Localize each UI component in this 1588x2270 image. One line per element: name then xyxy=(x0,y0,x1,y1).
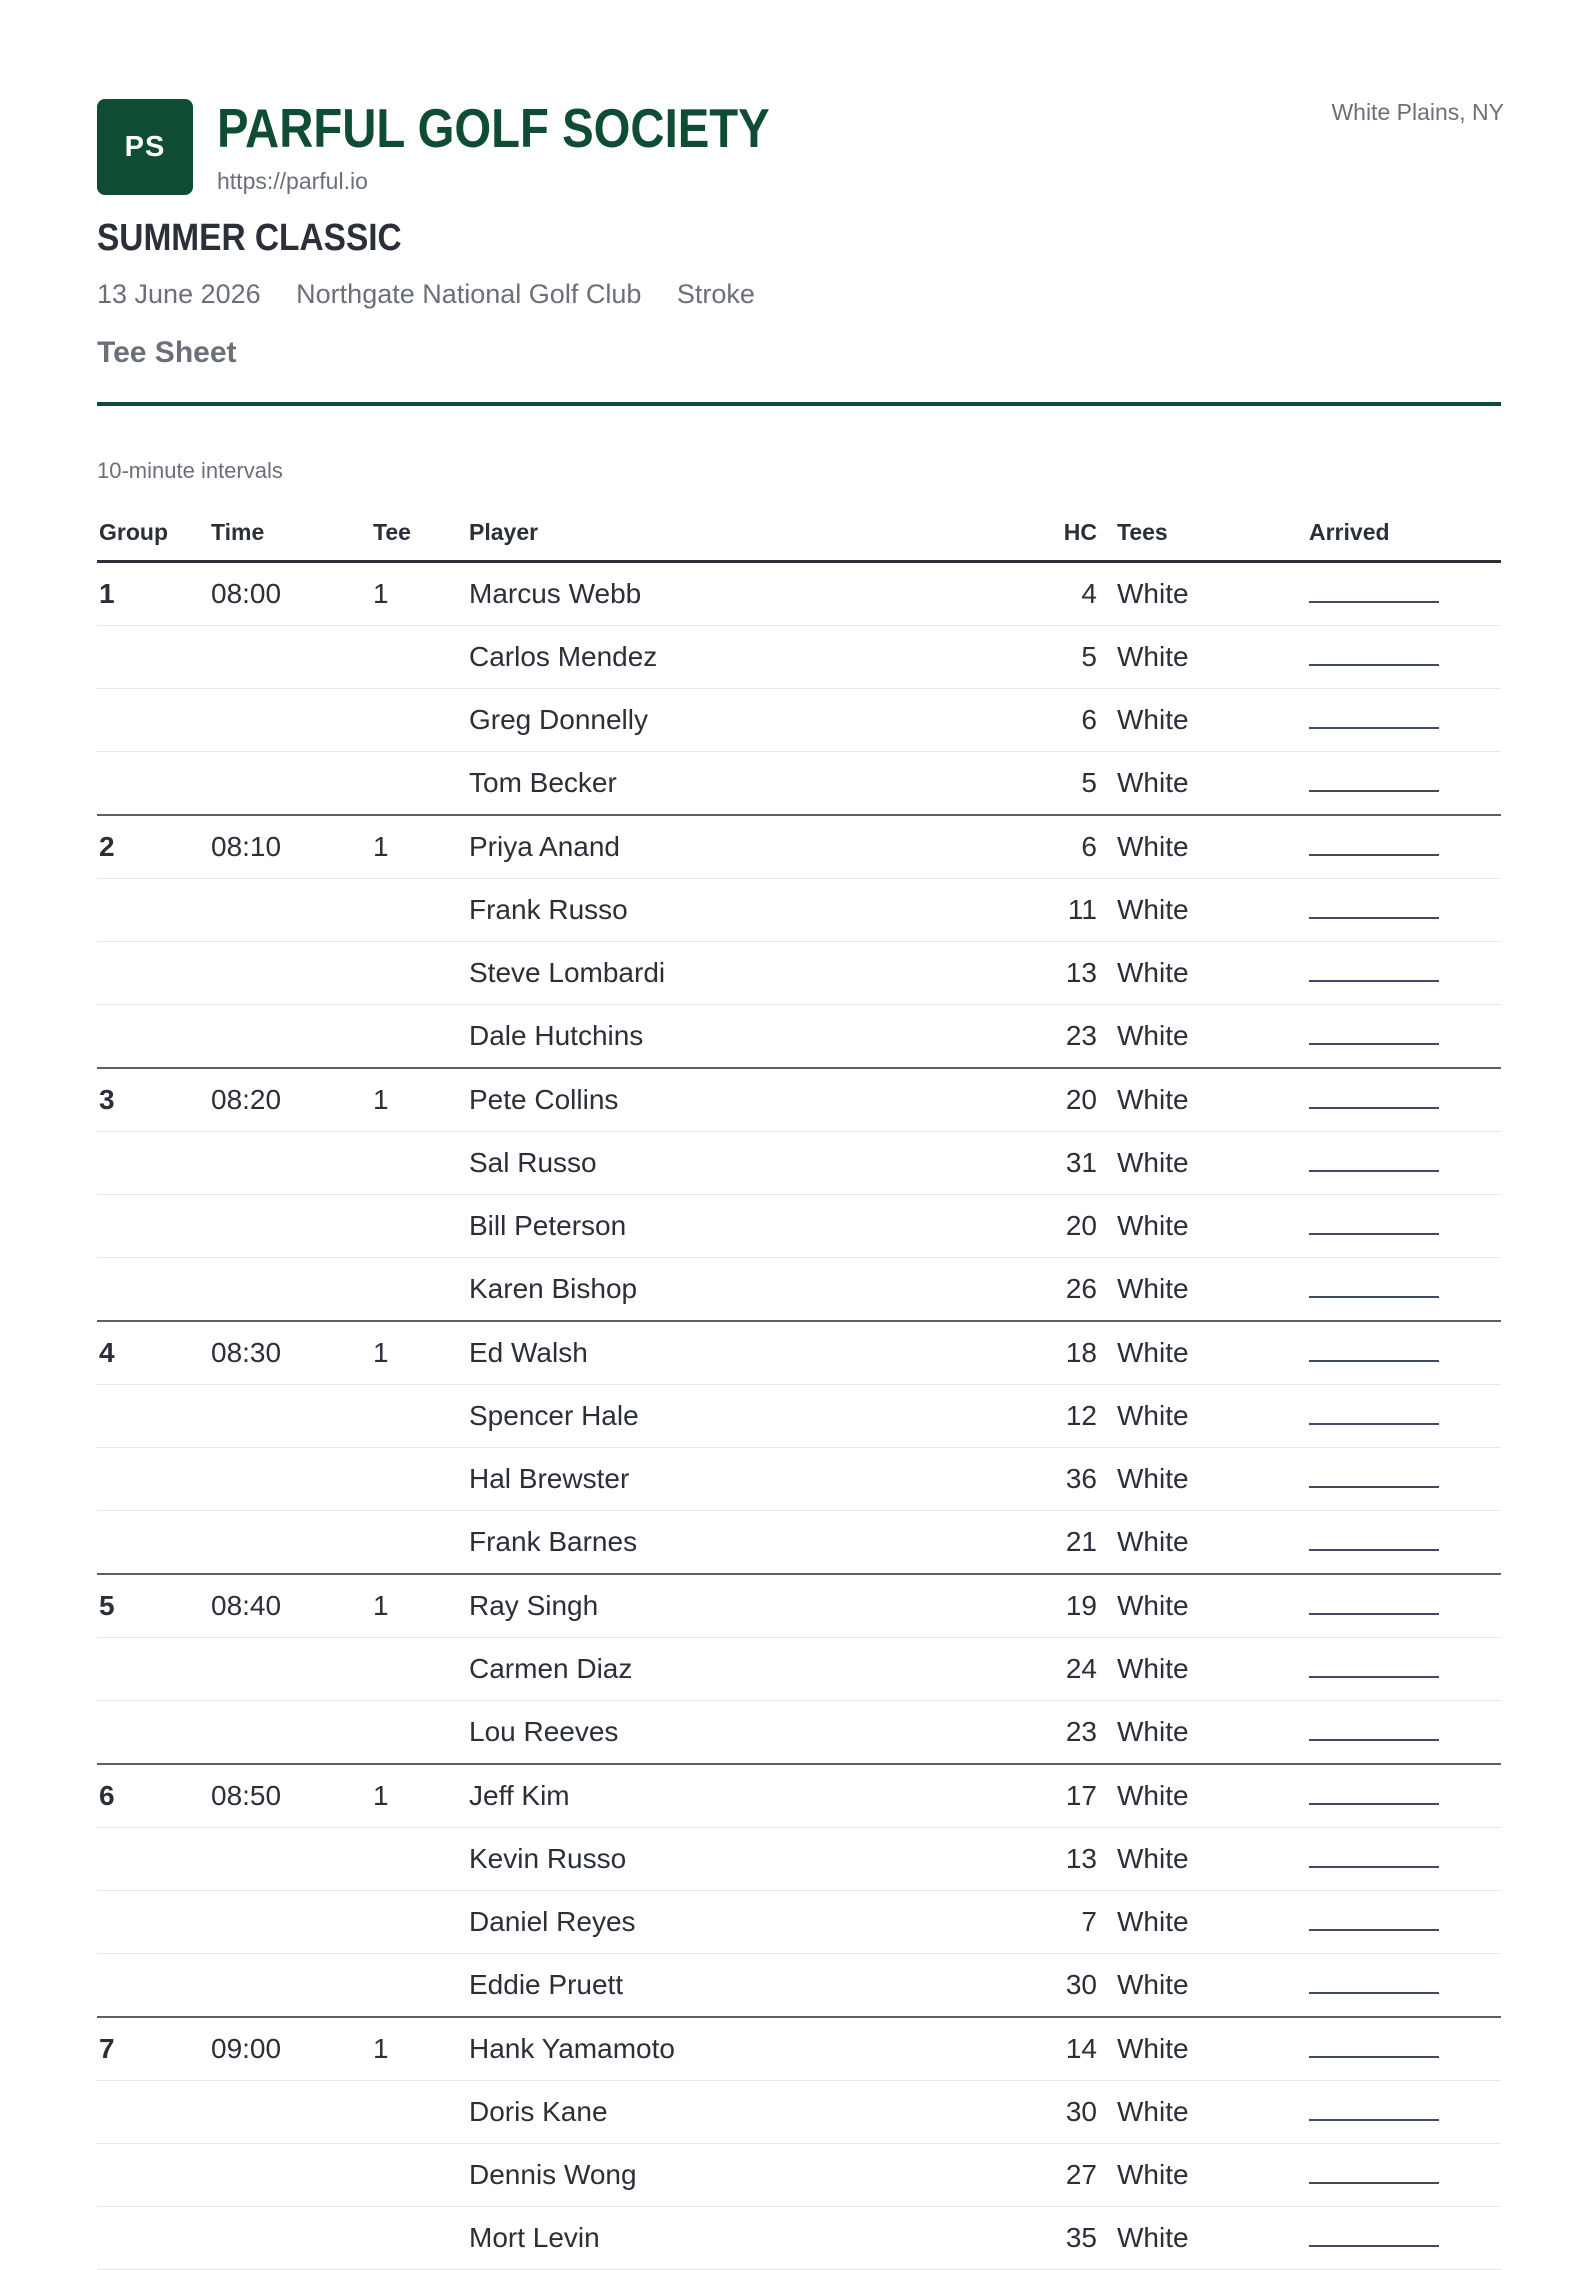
arrived-signature-line[interactable] xyxy=(1309,790,1439,792)
event-date: 13 June 2026 xyxy=(97,279,261,309)
player-handicap: 26 xyxy=(1065,1273,1097,1304)
table-row xyxy=(97,1069,1501,1132)
header-tee: Tee xyxy=(373,519,411,545)
tee-number: 1 xyxy=(373,578,389,609)
arrived-signature-line[interactable] xyxy=(1309,1803,1439,1805)
society-logo: PS xyxy=(97,99,193,195)
player-handicap: 6 xyxy=(1081,831,1097,862)
player-handicap: 5 xyxy=(1081,767,1097,798)
player-tees: White xyxy=(1117,1273,1189,1304)
group-number: 2 xyxy=(99,831,115,862)
player-handicap: 31 xyxy=(1065,1147,1097,1178)
group-number: 5 xyxy=(99,1590,115,1621)
player-handicap: 12 xyxy=(1065,1400,1097,1431)
tee-time: 08:00 xyxy=(211,578,282,609)
player-name: Eddie Pruett xyxy=(469,1969,624,2000)
player-handicap: 13 xyxy=(1065,1843,1097,1874)
tee-time: 08:40 xyxy=(211,1590,282,1621)
player-tees: White xyxy=(1117,1463,1189,1494)
header-player: Player xyxy=(469,519,539,545)
arrived-signature-line[interactable] xyxy=(1309,917,1439,919)
player-name: Dale Hutchins xyxy=(469,1020,644,1051)
player-tees: White xyxy=(1117,641,1189,672)
player-handicap: 5 xyxy=(1081,641,1097,672)
player-name: Marcus Webb xyxy=(469,578,642,609)
table-body xyxy=(97,563,1501,2270)
player-tees: White xyxy=(1117,1906,1189,1937)
table-row xyxy=(97,1322,1501,1385)
table-row xyxy=(97,1828,1501,1891)
arrived-signature-line[interactable] xyxy=(1309,1992,1439,1994)
tee-time: 08:10 xyxy=(211,831,282,862)
player-handicap: 13 xyxy=(1065,957,1097,988)
table-row xyxy=(97,2081,1501,2144)
table-row xyxy=(97,1511,1501,1575)
arrived-signature-line[interactable] xyxy=(1309,2182,1439,2184)
player-handicap: 18 xyxy=(1065,1337,1097,1368)
tee-number: 1 xyxy=(373,1084,389,1115)
player-tees: White xyxy=(1117,1210,1189,1241)
tee-time: 09:00 xyxy=(211,2033,282,2064)
player-name: Frank Russo xyxy=(469,894,628,925)
player-tees: White xyxy=(1117,1526,1189,1557)
header-group: Group xyxy=(99,519,168,545)
player-handicap: 27 xyxy=(1065,2159,1097,2190)
table-row xyxy=(97,879,1501,942)
player-handicap: 24 xyxy=(1065,1653,1097,1684)
tee-number: 1 xyxy=(373,1780,389,1811)
player-name: Mort Levin xyxy=(469,2222,600,2253)
player-name: Dennis Wong xyxy=(469,2159,637,2190)
group-number: 1 xyxy=(99,578,115,609)
location: White Plains, NY xyxy=(1331,99,1504,125)
arrived-signature-line[interactable] xyxy=(1309,1866,1439,1868)
player-handicap: 23 xyxy=(1065,1020,1097,1051)
player-name: Jeff Kim xyxy=(469,1780,570,1811)
player-handicap: 11 xyxy=(1067,894,1097,925)
player-name: Daniel Reyes xyxy=(469,1906,636,1937)
arrived-signature-line[interactable] xyxy=(1309,1233,1439,1235)
player-tees: White xyxy=(1117,1147,1189,1178)
player-name: Hal Brewster xyxy=(469,1463,630,1494)
tee-number: 1 xyxy=(373,1337,389,1368)
player-name: Karen Bishop xyxy=(469,1273,638,1304)
tee-time: 08:50 xyxy=(211,1780,282,1811)
player-handicap: 30 xyxy=(1065,2096,1097,2127)
player-tees: White xyxy=(1117,957,1189,988)
table-row xyxy=(97,2018,1501,2081)
arrived-signature-line[interactable] xyxy=(1309,1929,1439,1931)
table-header xyxy=(97,508,1501,563)
arrived-signature-line[interactable] xyxy=(1309,664,1439,666)
table-row xyxy=(97,816,1501,879)
arrived-signature-line[interactable] xyxy=(1309,727,1439,729)
player-name: Bill Peterson xyxy=(469,1210,627,1241)
player-handicap: 19 xyxy=(1065,1590,1097,1621)
player-name: Greg Donnelly xyxy=(469,704,648,735)
player-handicap: 23 xyxy=(1065,1716,1097,1747)
tee-number: 1 xyxy=(373,2033,389,2064)
table-row xyxy=(97,942,1501,1005)
arrived-signature-line[interactable] xyxy=(1309,1739,1439,1741)
player-tees: White xyxy=(1117,704,1189,735)
player-tees: White xyxy=(1117,1020,1189,1051)
player-tees: White xyxy=(1117,1590,1189,1621)
player-name: Sal Russo xyxy=(469,1147,597,1178)
table-row xyxy=(97,1701,1501,1765)
player-tees: White xyxy=(1117,767,1189,798)
player-tees: White xyxy=(1117,2159,1189,2190)
tee-number: 1 xyxy=(373,831,389,862)
header-hc: HC xyxy=(1063,519,1097,545)
arrived-signature-line[interactable] xyxy=(1309,1360,1439,1362)
player-handicap: 20 xyxy=(1065,1210,1097,1241)
table-row xyxy=(97,1954,1501,2018)
player-handicap: 17 xyxy=(1065,1780,1097,1811)
arrived-signature-line[interactable] xyxy=(1309,601,1439,603)
arrived-signature-line[interactable] xyxy=(1309,1676,1439,1678)
player-tees: White xyxy=(1117,1843,1189,1874)
table-row xyxy=(97,1385,1501,1448)
player-tees: White xyxy=(1117,2222,1189,2253)
event-format: Stroke xyxy=(676,279,755,309)
player-name: Doris Kane xyxy=(469,2096,608,2127)
arrived-signature-line[interactable] xyxy=(1309,1549,1439,1551)
player-name: Carlos Mendez xyxy=(469,641,658,672)
player-name: Priya Anand xyxy=(469,831,620,862)
player-tees: White xyxy=(1117,2096,1189,2127)
tee-sheet-table xyxy=(97,508,1501,2270)
event-venue: Northgate National Golf Club xyxy=(296,279,642,309)
tee-time: 08:20 xyxy=(211,1084,282,1115)
player-handicap: 14 xyxy=(1065,2033,1097,2064)
player-tees: White xyxy=(1117,1084,1189,1115)
table-row xyxy=(97,2144,1501,2207)
player-name: Lou Reeves xyxy=(469,1716,619,1747)
document-title: Tee Sheet xyxy=(97,336,237,369)
arrived-signature-line[interactable] xyxy=(1309,2119,1439,2121)
event-meta xyxy=(97,279,783,310)
table-row xyxy=(97,1448,1501,1511)
player-name: Hank Yamamoto xyxy=(469,2033,675,2064)
org-name: PARFUL GOLF SOCIETY xyxy=(217,97,770,159)
group-number: 7 xyxy=(99,2033,115,2064)
arrived-signature-line[interactable] xyxy=(1309,1296,1439,1298)
player-tees: White xyxy=(1117,1969,1189,2000)
table-row xyxy=(97,1132,1501,1195)
player-name: Frank Barnes xyxy=(469,1526,638,1557)
player-handicap: 7 xyxy=(1081,1906,1097,1937)
arrived-signature-line[interactable] xyxy=(1309,2056,1439,2058)
player-tees: White xyxy=(1117,1400,1189,1431)
arrived-signature-line[interactable] xyxy=(1309,1170,1439,1172)
player-name: Tom Becker xyxy=(469,767,617,798)
table-row xyxy=(97,1638,1501,1701)
table-row xyxy=(97,689,1501,752)
player-name: Spencer Hale xyxy=(469,1400,639,1431)
table-row xyxy=(97,1891,1501,1954)
table-row xyxy=(97,1005,1501,1069)
player-handicap: 20 xyxy=(1065,1084,1097,1115)
player-tees: White xyxy=(1117,2033,1189,2064)
player-handicap: 36 xyxy=(1065,1463,1097,1494)
arrived-signature-line[interactable] xyxy=(1309,2245,1439,2247)
table-row xyxy=(97,626,1501,689)
player-name: Carmen Diaz xyxy=(469,1653,633,1684)
player-handicap: 4 xyxy=(1081,578,1097,609)
player-tees: White xyxy=(1117,578,1189,609)
player-name: Kevin Russo xyxy=(469,1843,627,1874)
header-divider xyxy=(97,402,1501,406)
player-tees: White xyxy=(1117,1780,1189,1811)
table-row xyxy=(97,1258,1501,1322)
org-url: https://parful.io xyxy=(217,168,368,194)
arrived-signature-line[interactable] xyxy=(1309,1423,1439,1425)
header-tees: Tees xyxy=(1117,519,1168,545)
tee-number: 1 xyxy=(373,1590,389,1621)
group-number: 3 xyxy=(99,1084,115,1115)
arrived-signature-line[interactable] xyxy=(1309,854,1439,856)
player-handicap: 35 xyxy=(1065,2222,1097,2253)
player-name: Ray Singh xyxy=(469,1590,599,1621)
player-tees: White xyxy=(1117,1716,1189,1747)
player-handicap: 6 xyxy=(1081,704,1097,735)
player-name: Pete Collins xyxy=(469,1084,619,1115)
arrived-signature-line[interactable] xyxy=(1309,1043,1439,1045)
arrived-signature-line[interactable] xyxy=(1309,1613,1439,1615)
group-number: 6 xyxy=(99,1780,115,1811)
table-row xyxy=(97,1765,1501,1828)
player-tees: White xyxy=(1117,831,1189,862)
tee-time: 08:30 xyxy=(211,1337,282,1368)
table-row xyxy=(97,2207,1501,2270)
player-handicap: 21 xyxy=(1065,1526,1097,1557)
player-name: Steve Lombardi xyxy=(469,957,666,988)
group-number: 4 xyxy=(99,1337,115,1368)
player-handicap: 30 xyxy=(1065,1969,1097,2000)
player-tees: White xyxy=(1117,1653,1189,1684)
header-time: Time xyxy=(211,519,265,545)
interval-note: 10-minute intervals xyxy=(97,458,283,483)
player-tees: White xyxy=(1117,1337,1189,1368)
table-row xyxy=(97,1195,1501,1258)
arrived-signature-line[interactable] xyxy=(1309,980,1439,982)
arrived-signature-line[interactable] xyxy=(1309,1107,1439,1109)
header-arrived: Arrived xyxy=(1309,519,1390,545)
table-row xyxy=(97,563,1501,626)
table-row xyxy=(97,752,1501,816)
event-title: SUMMER CLASSIC xyxy=(97,217,402,259)
table-row xyxy=(97,1575,1501,1638)
player-tees: White xyxy=(1117,894,1189,925)
player-name: Ed Walsh xyxy=(469,1337,588,1368)
arrived-signature-line[interactable] xyxy=(1309,1486,1439,1488)
